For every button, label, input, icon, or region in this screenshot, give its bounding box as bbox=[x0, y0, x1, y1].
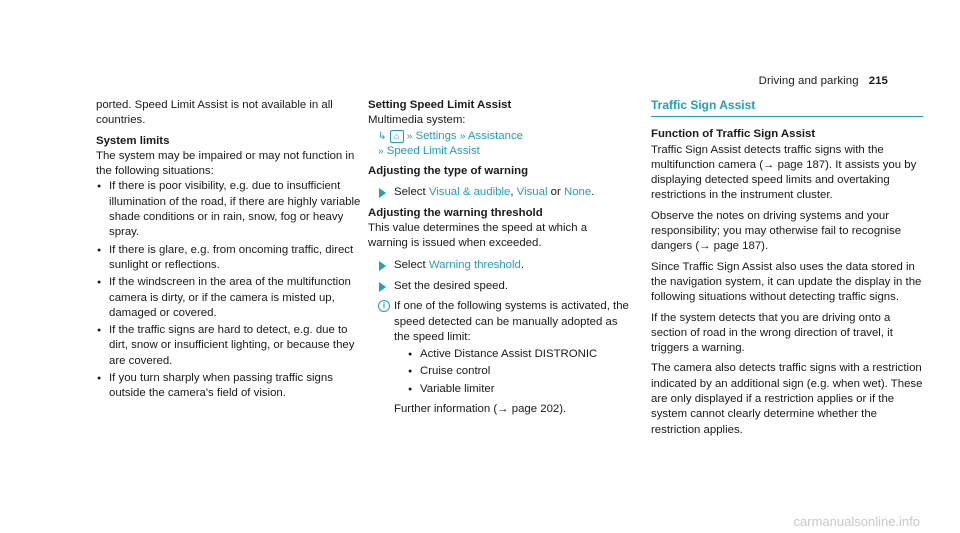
chevron-right-icon: » bbox=[406, 130, 413, 142]
further-info: Further information (→ page 202). bbox=[394, 403, 567, 416]
step-set-speed: Set the desired speed. bbox=[368, 279, 630, 294]
page-header bbox=[759, 74, 888, 89]
list-item: ● Active Distance Assist DISTRONIC bbox=[394, 347, 630, 362]
menu-path-cont bbox=[368, 144, 630, 159]
list-item: ● Cruise control bbox=[394, 364, 630, 379]
section-title-tsa: Traffic Sign Assist bbox=[651, 98, 923, 117]
return-arrow-icon: ↳ bbox=[378, 130, 387, 142]
list-item: ● If there is glare, e.g. from oncoming traffic, direct sunlight or reflections. bbox=[96, 243, 368, 274]
column-1 bbox=[96, 98, 368, 402]
limits-list bbox=[96, 179, 368, 401]
info-icon: i bbox=[378, 300, 390, 312]
step-select-threshold: Select Warning threshold. bbox=[368, 258, 630, 273]
paragraph: ported. Speed Limit Assist is not available in all countries. bbox=[96, 99, 333, 127]
step-arrow-icon bbox=[379, 261, 386, 271]
paragraph: The camera also detects traffic signs with a restriction indicated by an additional sign (e.g. when wet). These are only displayed if a restriction applies or if the system cannot clearly determine whether the restriction applies. bbox=[651, 362, 923, 436]
option-visual-audible[interactable]: Visual & audible bbox=[428, 186, 511, 199]
menu-settings[interactable]: Settings bbox=[415, 129, 457, 142]
list-item: ● If you turn sharply when passing traffic signs outside the camera's field of vision. bbox=[96, 371, 368, 402]
paragraph: If the system detects that you are driving onto a section of road in the wrong direction of travel, it triggers a warning. bbox=[651, 311, 893, 355]
option-none[interactable]: None bbox=[563, 186, 592, 199]
paragraph: Traffic Sign Assist detects traffic signs with the multifunction camera (→ page 187). It assists you by displaying detected speed limits and overtaking restrictions in the instrument cluster. bbox=[651, 143, 917, 202]
heading-warning-type: Adjusting the type of warning bbox=[368, 165, 529, 178]
home-icon: ⌂ bbox=[390, 130, 404, 143]
chevron-right-icon: » bbox=[459, 130, 466, 142]
heading-function-tsa: Function of Traffic Sign Assist bbox=[651, 128, 816, 141]
paragraph: The system may be impaired or may not function in the following situations: bbox=[96, 149, 355, 178]
page-number: 215 bbox=[868, 75, 888, 87]
info-note: i If one of the following systems is activated, the speed detected can be manually adopted as the speed limit: ● Active Distance Assist DISTRONIC ● Cruise control ● Variable limiter Further information (→ page 202). bbox=[368, 299, 630, 417]
menu-assistance[interactable]: Assistance bbox=[467, 129, 524, 142]
chevron-right-icon: » bbox=[378, 145, 384, 157]
paragraph: Observe the notes on driving systems and your responsibility; you may otherwise fail to recognise dangers (→ page 187). bbox=[651, 209, 902, 253]
list-item: ● If there is poor visibility, e.g. due to insufficient illumination of the road, if there are highly variable shade conditions or in rain, snow, fog or heavy spray. bbox=[96, 179, 368, 240]
systems-list bbox=[394, 347, 630, 397]
step-select-type: Select Visual & audible, Visual or None. bbox=[368, 185, 630, 200]
paragraph: Since Traffic Sign Assist also uses the data stored in the navigation system, it can update the display in the following situations without detecting traffic signs. bbox=[651, 260, 922, 304]
list-item: ● If the traffic signs are hard to detect, e.g. due to dirt, snow or insufficient lighting, or because they are covered. bbox=[96, 323, 368, 369]
menu-speed-limit-assist[interactable]: Speed Limit Assist bbox=[386, 144, 480, 157]
menu-path bbox=[368, 129, 630, 144]
section-title: Driving and parking bbox=[758, 75, 859, 87]
heading-system-limits: System limits bbox=[96, 134, 170, 147]
heading-setting-sla: Setting Speed Limit Assist bbox=[368, 99, 512, 111]
step-arrow-icon bbox=[379, 282, 386, 292]
option-visual[interactable]: Visual bbox=[516, 186, 548, 199]
step-arrow-icon bbox=[379, 188, 386, 198]
watermark: carmanualsonline.info bbox=[793, 513, 920, 529]
heading-warning-threshold: Adjusting the warning threshold bbox=[368, 206, 543, 219]
column-3 bbox=[651, 98, 923, 438]
multimedia-label: Multimedia system: bbox=[368, 114, 466, 127]
column-2 bbox=[368, 98, 630, 417]
option-warning-threshold[interactable]: Warning threshold bbox=[428, 258, 521, 271]
list-item: ● Variable limiter bbox=[394, 382, 630, 397]
list-item: ● If the windscreen in the area of the multifunction camera is dirty, or if the camera is misted up, damaged or covered. bbox=[96, 275, 368, 321]
paragraph: This value determines the speed at which a warning is issued when exceeded. bbox=[368, 222, 588, 250]
